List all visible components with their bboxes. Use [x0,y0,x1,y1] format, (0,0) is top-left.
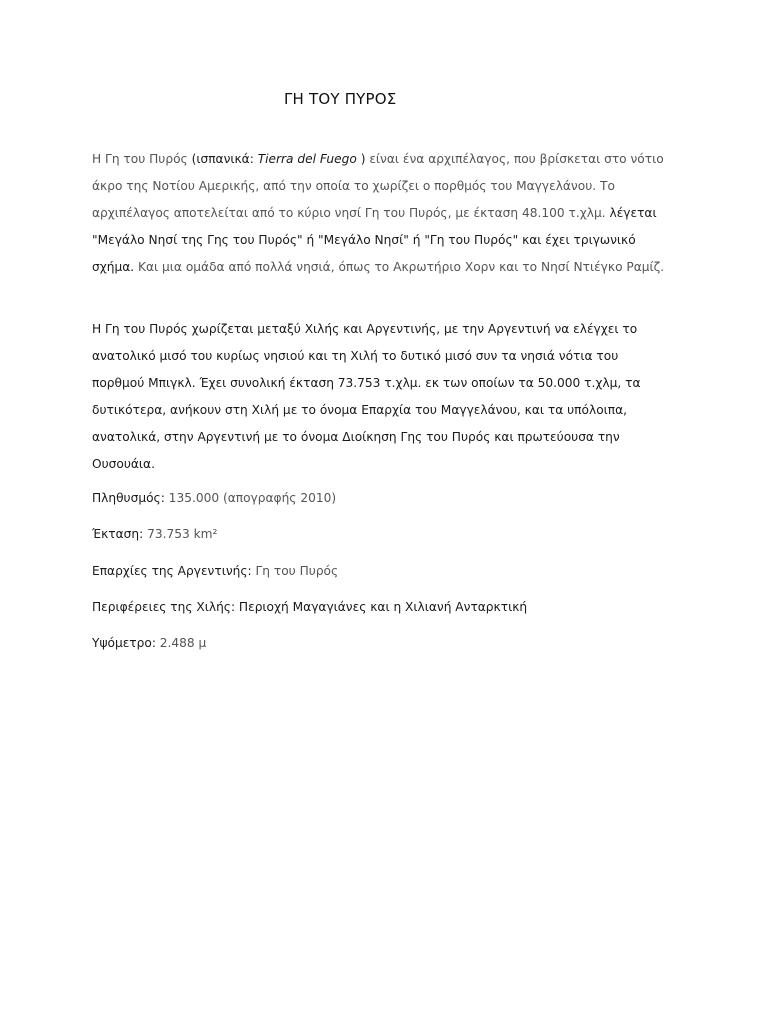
population-row [92,488,336,508]
intro-text-5: είναι ένα αρχιπέλαγος, που βρίσκεται στο νότιο άκρο της Νοτίου Αμερικής, από την οποία το χωρίζει ο πορθμός του Μαγγελάνου. Το αρχιπέλαγος αποτελείται από το κύριο νησί Γη του Πυρός, με έκταση 48.100 τ.χλμ. [92,152,664,220]
intro-text-6: λέγεται "Μεγάλο Νησί της Γης του Πυρός" ή "Μεγάλο Νησί" ή "Γη του Πυρός" και έχει τριγωνικό σχήμα. [92,206,657,274]
intro-spanish-name: Tierra del Fuego [257,152,357,166]
intro-text-1: Η Γη του Πυρός [92,152,192,166]
population-value: 135.000 (απογραφής 2010) [164,491,337,505]
elevation-value: 2.488 μ [155,636,207,650]
argentina-provinces-row [92,561,338,581]
argentina-provinces-label: Επαρχίες της Αργεντινής: [92,564,252,578]
intro-text-4: ) [356,152,370,166]
elevation-label: Υψόμετρο: [92,636,156,650]
chile-regions-row [92,597,527,617]
chile-regions-label: Περιφέρειες της Χιλής: [92,600,236,614]
area-label: Έκταση: [92,527,144,541]
population-label: Πληθυσμός: [92,491,165,505]
area-value: 73.753 km² [143,527,218,541]
division-paragraph: Η Γη του Πυρός χωρίζεται μεταξύ Χιλής και Αργεντινής, με την Αργεντινή να ελέγχει το ανατολικό μισό του κυρίως νησιού και τη Χιλή το δυτικό μισό συν τα νησιά νότια του πορθμού Μπιγκλ. Έχει συνολική έκταση 73.753 τ.χλμ. εκ των οποίων τα 50.000 τ.χλμ, τα δυτικότερα, ανήκουν στη Χιλή με το όνομα Επαρχία του Μαγγελάνου, και τα υπόλοιπα, ανατολικά, στην Αργεντινή με το όνομα Διοίκηση Γης του Πυρός και πρωτεύουσα την Ουσουάια. [92,322,641,471]
chile-regions-value: Περιοχή Μαγαγιάνες και η Χιλιανή Ανταρκτική [235,600,528,614]
area-row [92,524,217,544]
page-title: ΓΗ ΤΟΥ ΠΥΡΟΣ [284,90,397,108]
intro-paragraph [92,146,672,281]
intro-text-7: Και μια ομάδα από πολλά νησιά, όπως το Ακρωτήριο Χορν και το Νησί Ντιέγκο Ραμίζ. [134,260,665,274]
argentina-provinces-value: Γη του Πυρός [251,564,339,578]
elevation-row [92,633,206,653]
intro-text-2: (ισπανικά: [191,152,258,166]
